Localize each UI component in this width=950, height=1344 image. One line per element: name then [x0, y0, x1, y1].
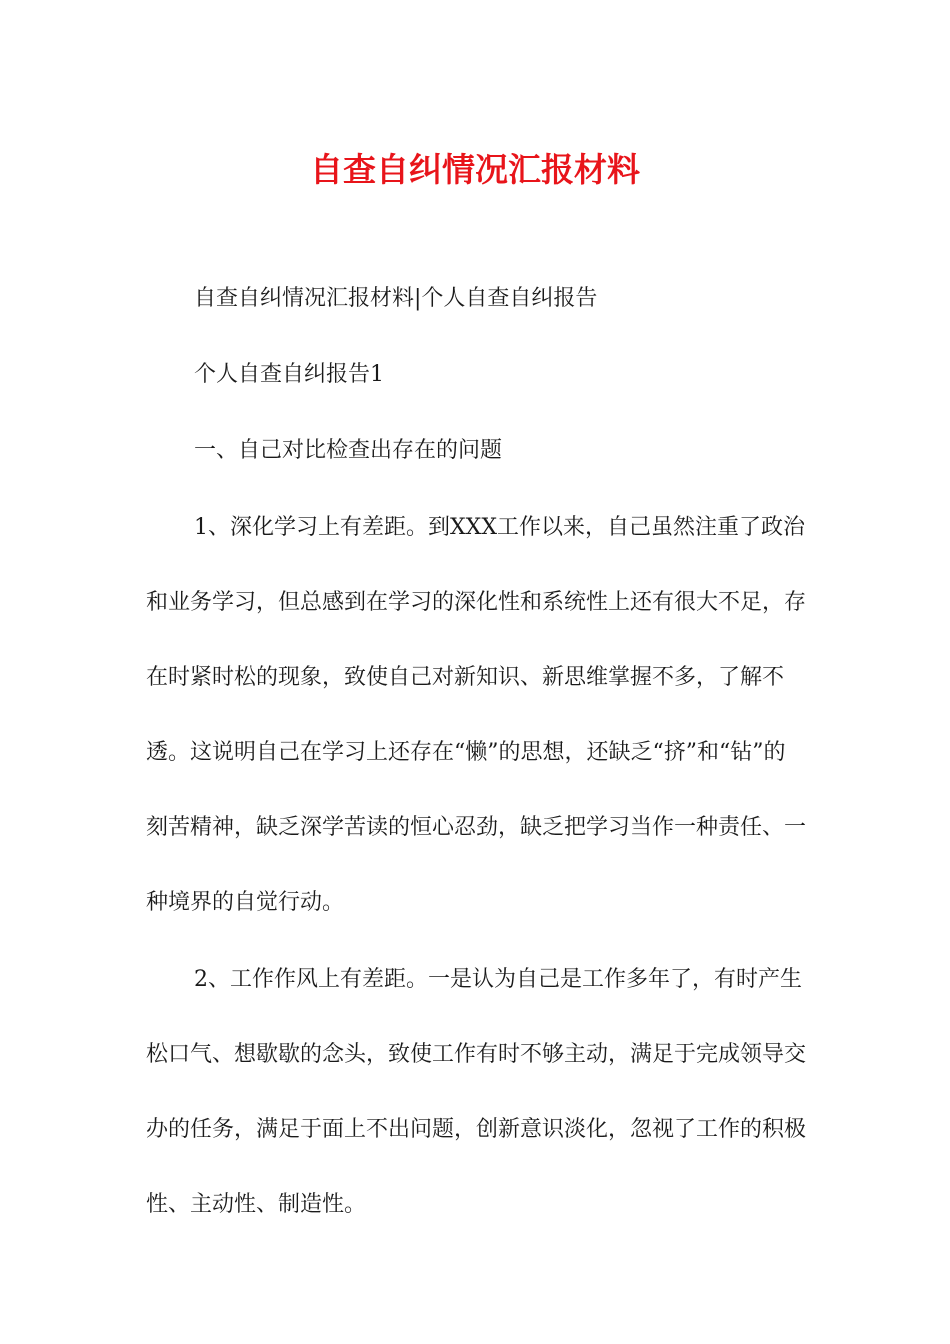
paragraph-report-heading: 个人自查自纠报告1 [194, 362, 384, 387]
document-title: 自查自纠情况汇报材料 [310, 150, 640, 189]
paragraph-section-heading: 一、自己对比检查出存在的问题 [194, 438, 503, 463]
paragraph-subtitle: 自查自纠情况汇报材料|个人自查自纠报告 [194, 286, 598, 311]
paragraph-item-1: 1、深化学习上有差距。到XXX工作以来，自己虽然注重了政治和业务学习，但总感到在学习的深化性和系统性上还有很大不足，存在时紧时松的现象，致使自己对新知识、新思维掌握不多，了解不透。这说明自己在学习上还存在“懒”的思想，还缺乏“挤”和“钻”的刻苦精神，缺乏深学苦读的恒心忍劲，缺乏把学习当作一种责任、一种境界的自觉行动。 [146, 515, 807, 915]
document-body [146, 280, 806, 1242]
paragraph-item-2: 2、工作作风上有差距。一是认为自己是工作多年了，有时产生松口气、想歇歇的念头，致使工作有时不够主动，满足于完成领导交办的任务，满足于面上不出问题，创新意识淡化，忽视了工作的积极性、主动性、制造性。 [146, 967, 807, 1217]
